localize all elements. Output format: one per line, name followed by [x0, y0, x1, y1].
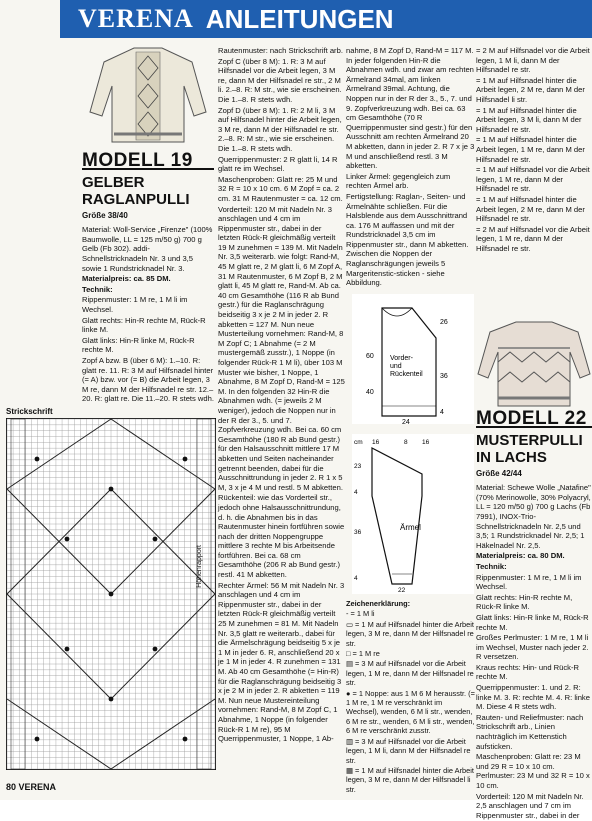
legend-item: = 1 M auf Hilfsnadel vor die Arbeit legen, 1 M re, dann M der Hilfsnadel re str. [476, 165, 590, 194]
legend-item: = 2 M auf Hilfsnadel vor die Arbeit legen, 1 M li, dann M der Hilfsnadel re str. [476, 46, 590, 75]
legend-title: Zeichenerklärung: [346, 599, 411, 608]
sweater-illustration-icon [476, 318, 592, 410]
model22-para: Rippenmuster: 1 M re, 1 M li im Wechsel. [476, 572, 582, 592]
col2-para: Rückenteil: wie das Vorderteil str., jedoch ohne Halsausschnittrundung, d. h. die Abnahmen bis in das Rautenmuster hinein fortführen sowie nach der dritten Noppengruppe mittlere 3 rechte M bis Arbeitsende fortführen. Bei ca. 68 cm Gesamthöhe (206 R ab Bund gestr.) restl. 41 M abketten. [218, 493, 345, 580]
model22-name-line2: IN LACHS [476, 448, 547, 466]
diagram1-label: Rückenteil [390, 371, 423, 378]
page-header [60, 0, 592, 38]
model22-para: Materialpreis: ca. 80 DM. [476, 551, 565, 561]
instructions-column-3 [346, 46, 476, 289]
dim: 36 [440, 373, 448, 380]
model22-title: MODELL 22 [476, 414, 592, 428]
symbol-legend [346, 599, 476, 795]
col3-para: nahme, 8 M Zopf D, Rand-M = 117 M. In jeder folgenden Hin-R die Abnahmen wdh. und zwar am rechten Ärmelrand 34mal, am linken Ärmelrand 39mal. Achtung, die Noppen nur in der R der 3., 5., 7. und 9. Zopfverkreuzung wdh. Bei ca. 63 cm Gesamthöhe (70 R Querrippenmuster sind gestr.) für den Ausschnitt am rechten Ärmelrand 20 M abketten, dann in jeder 2. R 7 x je 3 M und anschließend restl. 3 M abketten. [346, 46, 475, 171]
sleeve-schematic [352, 434, 474, 594]
model19-para: Glatt links: Hin-R linke M, Rück-R rechte M. [82, 335, 195, 355]
model19-para: Materialpreis: ca. 85 DM. [82, 274, 171, 284]
knitting-chart-grid [7, 419, 215, 769]
front-back-outline [352, 294, 474, 424]
model22-name-line1: MUSTERPULLI [476, 431, 583, 449]
legend-item: = 1 M auf Hilfsnadel hinter die Arbeit legen, 2 M re, dann M der Hilfsnadel re str. [476, 194, 585, 224]
model19-name-line1: GELBER [82, 173, 145, 191]
chart-mark [35, 737, 40, 742]
col2-para: Querrippenmuster: 2 R glatt li, 14 R glatt re im Wechsel. [218, 154, 338, 174]
model19-para: Glatt rechts: Hin-R rechte M, Rück-R linke M. [82, 315, 206, 335]
model22-para: Technik: [476, 561, 507, 571]
col2-para: Rechter Ärmel: 56 M mit Nadeln Nr. 3 anschlagen und 4 cm im Rippenmuster str., dabei in der letzten Rück-R gleichmäßig verteilt 25 M zunehmen = 81 M. Mit Nadeln Nr. 3,5 glatt re weiterarb., dabei für die Ärmelschrägung beidseitig 5 x je 1 M in jeder 6. R, anschließend 20 x je 1 M in jeder 4. R zunehmen = 131 M. Ab 40 cm Gesamthöhe (= Hin-R) für die Raglanschrägung beidseitig 3 x je 2 M in jeder 2. R abketten = 119 M. Nun neue Mustereinteilung vornehmen: Rand-M, 8 M Zopf C, 1 Abnahme, 1 Noppe (in folgender Rück-R 1 M re), 95 M Querrippenmuster, 1 Noppe, 1 Ab- [218, 580, 345, 744]
chart-mark [109, 697, 114, 702]
model22-para: Glatt rechts: Hin-R rechte M, Rück-R linke M. [476, 592, 573, 612]
legend-item: = 1 M auf Hilfsnadel hinter die Arbeit legen, 3 M li, dann M der Hilfsnadel re str. [476, 105, 582, 134]
col2-para: Maschenproben: Glatt re: 25 M und 32 R = 10 x 10 cm. 6 M Zopf = ca. 2 cm. 31 M Rautenmuster = ca. 12 cm. [218, 174, 343, 203]
col2-para: Zopf C (über 8 M): 1. R: 3 M auf Hilfsnadel vor die Arbeit legen, 3 M re, dann M der Hilfsnadel re str., 2 M li. 2.–8. R: M str., wie sie erscheinen. Die 1.–8. R stets wdh. [218, 56, 342, 104]
legend-item: = 1 M auf Hilfsnadel hinter die Arbeit legen, 1 M re, dann M der Hilfsnadel re str. [476, 135, 585, 164]
instructions-column-2 [218, 46, 345, 745]
model19-para: Zopf A bzw. B (über 6 M): 1.–10. R: glatt re. 11. R: 3 M auf Hilfsnadel hinter (= A) bzw. vor (= B) die Arbeit legen, 3 M re, dann M der Hilfsnadel re str. 12.–20. R: glatt re. Die 11.–20. R stets wdh. [82, 355, 214, 404]
legend-item: = 2 M auf Hilfsnadel vor die Arbeit legen, 1 M re, dann M der Hilfsnadel re str. [476, 224, 590, 253]
col3-para: Fertigstellung: Raglan-, Seiten- und Ärmelnähte schließen. Für die Halsblende aus dem Ausschnittrand ca. 176 M auffassen und mit der Rundstricknadel 3,5 cm im Rippenmuster str., dann M abketten. Zwischen die Noppen der Raglanschrägungen jeweils 5 Margeritenstic-sticken - siehe Abbildung. [346, 191, 469, 288]
chart-mark [183, 737, 188, 742]
model19-column [82, 150, 214, 405]
section-title: ANLEITUNGEN [205, 3, 394, 34]
dim: 22 [398, 587, 406, 594]
legend-item: ▤ = 3 M auf Hilfsnadel vor die Arbeit legen, 1 M re, dann M der Hilfsnadel re str. [346, 659, 474, 688]
front-back-schematic [352, 294, 474, 424]
dim: 36 [354, 529, 362, 536]
chart-label: Strickschrift [6, 407, 53, 416]
col2-para: Vorderteil: 120 M mit Nadeln Nr. 3 anschlagen und 4 cm im Rippenmuster str., dabei in der letzten Rück-R gleichmäßig verteilt 19 M zunehmen = 139 M. Mit Nadeln Nr. 3,5 weiterarb. wie folgt: Rand-M, 45 M glatt re, 2 M glatt li, 6 M Zopf A, 31 M Rautenmuster, 6 M Zopf B, 2 M glatt li, 45 M glatt re, Rand-M. Ab ca. 40 cm Gesamthöhe (116 R ab Bund gestr.) für die Raglanschrägung beidseitig 3 x je 2 M in jeder 2. R abketten = 127 M. Nun neue Musterteilung vornehmen: Rand-M, 8 M Zopf C; 1 Abnahme (= 2 M mustergemäß zusstr.), 1 Noppe (in folgender Rück-R 1 M li), über 103 M Muster wie bisher, 1 Noppe, 1 Abnahme, 8 M Zopf D, Rand-M = 125 M. In den folgenden 32 Hin-R die Abnahmen wdh. (= jeweils 2 M weniger), jedoch die Noppen nur in der R der 3., 5. und 7. Zopfverkreuzung wdh. Bei ca. 60 cm Gesamthöhe (180 R ab Bund gestr.) für den Halsausschnitt mittlere 17 M abketten und Seiten nacheinander getrennt beenden, dabei für die Ausschnittrundung in jeder 2. R 1 x 5 M, 3 x je 4 M und restl. 5 M abketten. [218, 204, 345, 492]
model22-para: Großes Perlmuster: 1 M re, 1 M li im Wechsel, Muster nach jeder 2. R versetzen. [476, 633, 589, 662]
chart-mark [65, 537, 70, 542]
model22-para: Vorderteil: 120 M mit Nadeln Nr. 2,5 anschlagen und 7 cm im Rippenmuster str., dabei in der [476, 791, 584, 820]
col2-para: Rautenmuster: nach Strickschrift arb. [218, 46, 343, 55]
model22-para: Querrippenmuster: 1. und 2. R: linke M. 3. R: rechte M. 4. R: linke M. Diese 4 R stets wdh. [476, 683, 590, 712]
model19-para: Technik: [82, 284, 113, 294]
dim: 16 [422, 439, 430, 446]
model22-para: Glatt links: Hin-R linke M, Rück-R rechte M. [476, 612, 589, 632]
diagram1-label: und [390, 363, 402, 370]
sweater-illustration-icon [84, 42, 212, 146]
model19-para: Material: Woll-Service „Firenze" (100% Baumwolle, LL = 125 m/50 g) 700 g Gelb (Fb 302). addi-Schnellstricknadeln Nr. 3 und 3,5 sowie 1 Rundstricknadel Nr. 3. [82, 225, 213, 273]
footer-magazine: VERENA [18, 782, 57, 792]
model22-para: Maschenproben: Glatt re: 23 M und 29 R = 10 x 10 cm. Perlmuster: 23 M und 32 R = 10 x 10 cm. [476, 752, 590, 790]
model22-size: Größe 42/44 [476, 468, 522, 478]
page-number: 80 [6, 782, 17, 792]
dim: 16 [372, 439, 380, 446]
chart-side-label: Höhenrapport [196, 545, 203, 588]
dim: 24 [402, 419, 410, 426]
model22-photo [476, 318, 592, 410]
legend-item: ● = 1 Noppe: aus 1 M 6 M herausstr. (= 1 M re, 1 M re verschränkt im Wechsel), wenden, 6 M li str., wenden, 6 M re str., wenden, 6 M li str., wenden, 6 M re verschränkt zusstr. [346, 688, 475, 736]
model22-para: Rauten- und Reliefmuster: nach Strickschrift arb., Linien nachträglich im Kettenstich aufsticken. [476, 712, 584, 751]
chart-mark [109, 592, 114, 597]
chart-mark [153, 647, 158, 652]
model19-photo [84, 42, 212, 146]
legend-item: - = 1 M li [346, 609, 375, 619]
sleeve-label: Ärmel [400, 523, 421, 532]
dim: cm [354, 439, 363, 446]
col2-para: Zopf D (über 8 M): 1. R: 2 M li, 3 M auf Hilfsnadel hinter die Arbeit legen, 3 M re, dann M der Hilfsnadel re str. 2.–8. R: M str., wie sie erscheinen. Die 1.–8. R stets wdh. [218, 105, 342, 153]
brand-title: VERENA [78, 4, 194, 33]
chart-mark [109, 487, 114, 492]
model19-name-line2: RAGLANPULLI [82, 190, 190, 208]
dim: 4 [440, 409, 444, 416]
model22-column [476, 408, 592, 821]
chart-mark [153, 537, 158, 542]
model22-para: Kraus rechts: Hin- und Rück-R rechte M. [476, 662, 579, 682]
legend-item: = 1 M auf Hilfsnadel hinter die Arbeit legen, 2 M re, dann M der Hilfsnadel li str. [476, 75, 585, 104]
chart-mark [35, 457, 40, 462]
knitting-chart [6, 418, 216, 770]
dim: 26 [440, 319, 448, 326]
legend-item: ▭ = 1 M auf Hilfsnadel hinter die Arbeit legen, 3 M re, dann M der Hilfsnadel re str. [346, 619, 474, 648]
chart-mark [183, 457, 188, 462]
page-footer [6, 782, 56, 792]
legend-item: ▥ = 3 M auf Hilfsnadel vor die Arbeit legen, 1 M li, dann M der Hilfsnadel re str. [346, 736, 471, 765]
dim: 60 [366, 353, 374, 360]
dim: 23 [354, 463, 362, 470]
legend-item: □ = 1 M re [346, 649, 380, 659]
dim: 4 [354, 575, 358, 582]
model19-size: Größe 38/40 [82, 210, 128, 220]
diagram1-label: Vorder- [390, 355, 413, 362]
legend-item: ▦ = 1 M auf Hilfsnadel hinter die Arbeit legen, 3 M re, dann M der Hilfsnadel li str. [346, 765, 474, 794]
dim: 4 [354, 489, 358, 496]
col3-para: Linker Ärmel: gegengleich zum rechten Ärmel arb. [346, 171, 451, 191]
model19-para: Rippenmuster: 1 M re, 1 M li im Wechsel. [82, 295, 188, 314]
dim: 40 [366, 389, 374, 396]
dim: 8 [404, 439, 408, 446]
model22-para: Material: Schewe Wolle „Natafine" (70% Merinowolle, 30% Polyacryl, LL = 120 m/50 g) 700 g Lachs (Fb 7991), INOX-Trio-Schnellstricknadeln Nr. 2,5 und 3,5; 1 Rundstricknadel Nr. 2,5; 1 Häkelnadel Nr. 2,5. [476, 483, 591, 550]
legend-continuation [476, 46, 592, 254]
chart-mark [65, 647, 70, 652]
model19-title: MODELL 19 [82, 156, 214, 170]
sleeve-outline [352, 434, 474, 594]
